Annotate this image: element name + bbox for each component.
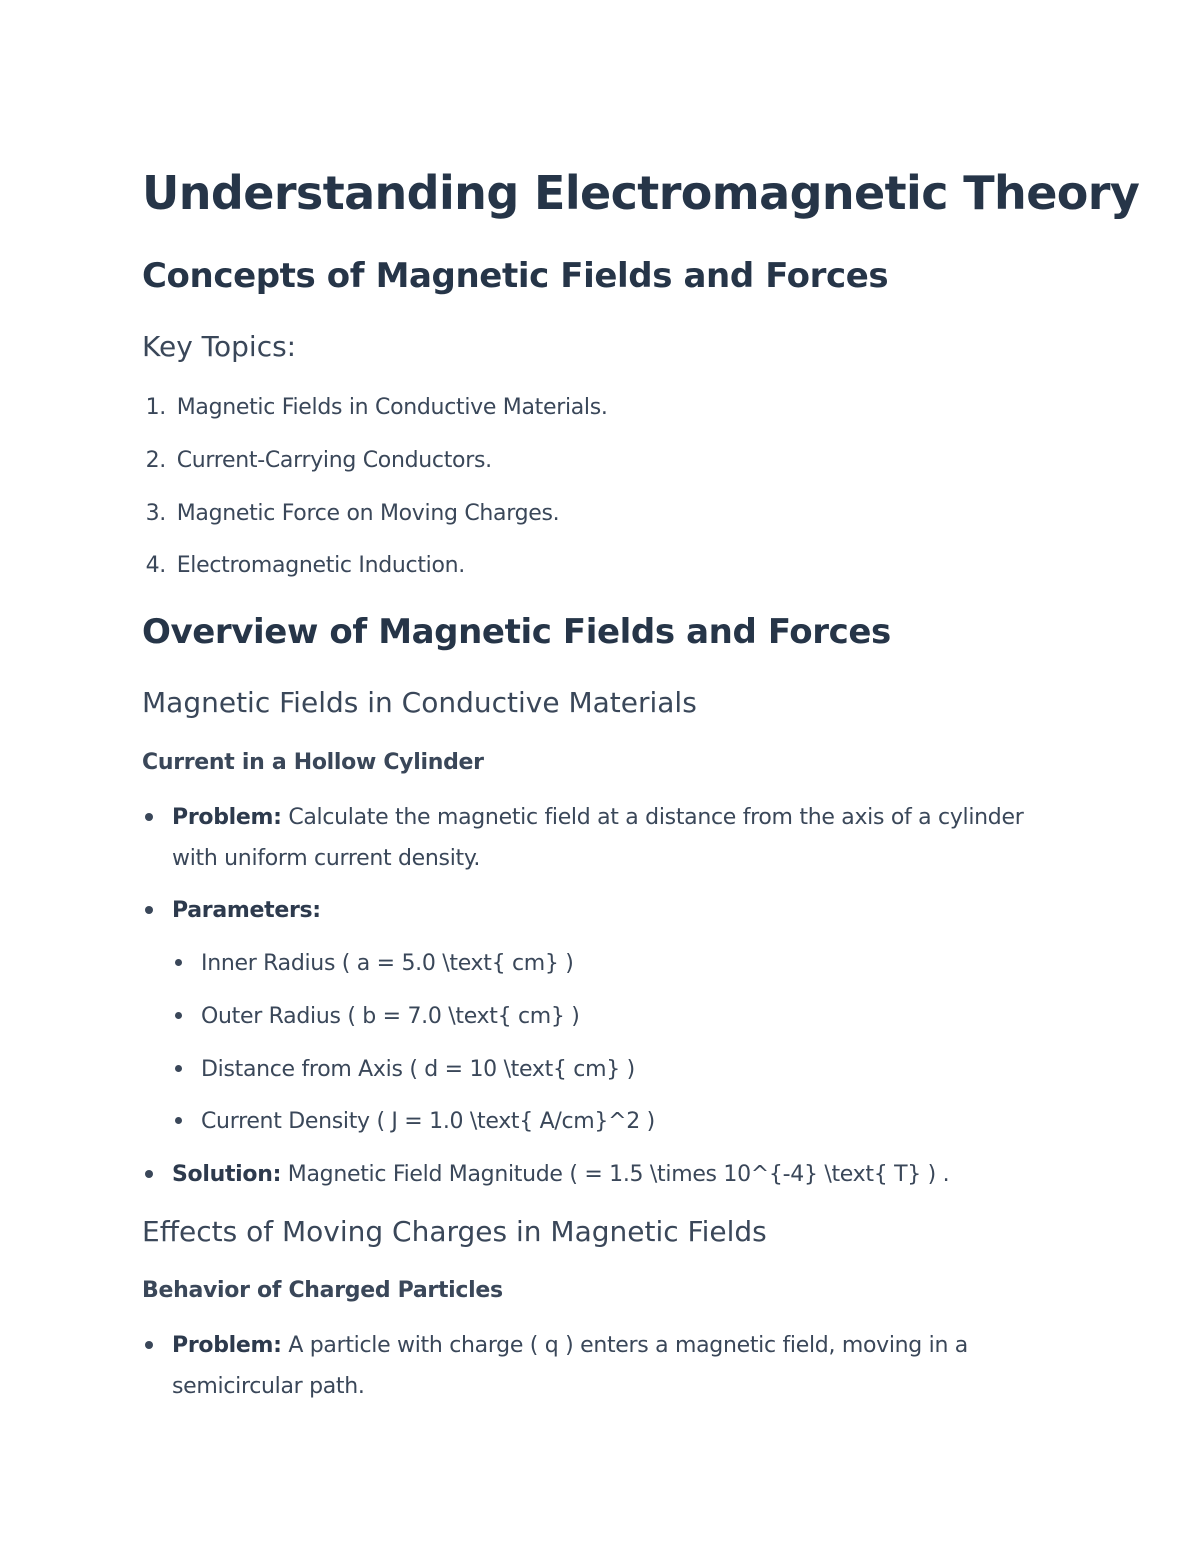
document-title: Understanding Electromagnetic Theory: [142, 166, 1140, 220]
list-text: Electromagnetic Induction.: [176, 553, 465, 578]
list-item: [142, 545, 465, 586]
parameter-item: [172, 1101, 1052, 1142]
parameters-label: Parameters:: [172, 898, 321, 923]
bullet-body: [172, 797, 1062, 879]
section-heading-moving-charges: Effects of Moving Charges in Magnetic Fields: [142, 1215, 767, 1248]
parameter-item: [172, 943, 1052, 984]
problem-text: Calculate the magnetic field at a distance from the axis of a cylinder with uniform current density.: [172, 805, 1024, 871]
problem-label: Problem:: [172, 1333, 282, 1358]
bullet-body: [172, 1154, 1062, 1195]
bullet-problem: [142, 797, 1062, 879]
list-number: 4.: [145, 553, 166, 578]
bullet-body: [172, 890, 1062, 931]
list-item: [142, 387, 608, 428]
bullet-parameters: [142, 890, 1062, 931]
key-topics-label: Key Topics:: [142, 330, 297, 363]
bullet-dot: [145, 906, 153, 914]
overview-heading: Overview of Magnetic Fields and Forces: [142, 612, 891, 652]
problem-text: A particle with charge ( q ) enters a magnetic field, moving in a semicircular path.: [172, 1333, 968, 1399]
list-text: Magnetic Force on Moving Charges.: [176, 501, 560, 526]
list-item: [142, 493, 559, 534]
concepts-heading: Concepts of Magnetic Fields and Forces: [142, 256, 889, 296]
section-heading-conductive: Magnetic Fields in Conductive Materials: [142, 686, 697, 719]
bullet-problem-2: [142, 1325, 1062, 1407]
list-text: Magnetic Fields in Conductive Materials.: [176, 395, 608, 420]
solution-label: Solution:: [172, 1162, 282, 1187]
list-text: Current-Carrying Conductors.: [176, 448, 492, 473]
list-number: 3.: [145, 501, 166, 526]
parameter-text: Current Density ( J = 1.0 \text{ A/cm}^2 ): [201, 1109, 655, 1134]
bullet-body: [172, 1325, 1062, 1407]
parameter-text: Distance from Axis ( d = 10 \text{ cm} ): [201, 1057, 635, 1082]
bullet-dot: [175, 1117, 182, 1124]
problem-label: Problem:: [172, 805, 282, 830]
subheading-hollow-cylinder: Current in a Hollow Cylinder: [142, 750, 484, 775]
subheading-charged-particles: Behavior of Charged Particles: [142, 1278, 503, 1303]
bullet-solution: [142, 1154, 1062, 1195]
bullet-dot: [145, 1341, 153, 1349]
solution-text: Magnetic Field Magnitude ( = 1.5 \times 10^{-4} \text{ T} ) .: [281, 1162, 950, 1187]
parameter-item: [172, 996, 1052, 1037]
bullet-dot: [175, 959, 182, 966]
parameter-item: [172, 1049, 1052, 1090]
bullet-dot: [145, 1170, 153, 1178]
bullet-dot: [145, 813, 153, 821]
bullet-dot: [175, 1012, 182, 1019]
list-item: [142, 440, 492, 481]
list-number: 1.: [145, 395, 166, 420]
parameter-text: Outer Radius ( b = 7.0 \text{ cm} ): [201, 1004, 580, 1029]
list-number: 2.: [145, 448, 166, 473]
bullet-dot: [175, 1065, 182, 1072]
parameter-text: Inner Radius ( a = 5.0 \text{ cm} ): [201, 951, 574, 976]
